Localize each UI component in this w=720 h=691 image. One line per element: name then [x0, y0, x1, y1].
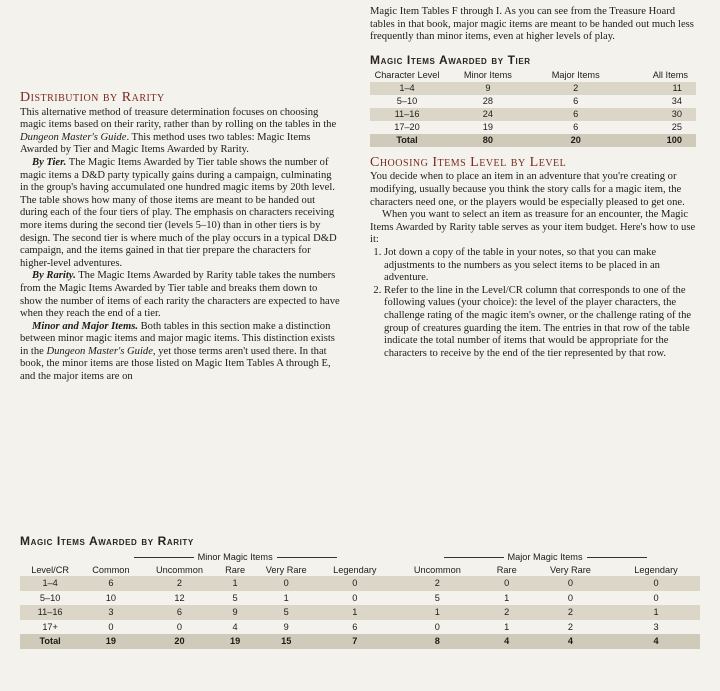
tier-cell: 20 [532, 134, 620, 147]
rarity-header-cell: Common [92, 564, 130, 575]
rarity-cell: 5–10 [39, 592, 61, 603]
step-1: 1. Jot down a copy of the table in your notes, so that you can make adjustments to the numbers as you select items to be placed in an adventure. [384, 247, 696, 285]
rarity-cell: 1 [320, 605, 391, 620]
text-run: The Magic Items Awarded by Tier table shows the number of magic items a D&D party typically gains during a campaign, culminating in the group's having accumulated one hundred magic items by 20th level. The table shows how many of those items are meant to be handed out during each of the four tiers of play. The emphasis on characters receiving more items during the second tier (levels 5–10) than in other tiers is by design. The second tier is where much of the play occurs in a typical D&D campaign, and the items gained in that tier prepare the characters for higher-level adventures. [20, 156, 337, 269]
rarity-cell: 11–16 [20, 605, 80, 620]
tier-row [370, 95, 696, 108]
rarity-cell: Total [20, 634, 80, 649]
step-2: 2. Refer to the line in the Level/CR column that corresponds to one of the following values (your choice): the level of the player characters, the challenge rating of the magic item's owner, or the challenge rating of the group of creatures guarding the item. The entries in that row of the table indicate the total number of items that would be appropriate for the characters to receive by the end of the tier represented by that row. [384, 285, 696, 361]
tier-cell: 6 [573, 121, 579, 132]
rarity-cell: 0 [529, 576, 612, 591]
by-rarity-runin: By Rarity. [32, 270, 76, 282]
book-title: Dungeon Master's Guide [20, 131, 127, 143]
header-all-items: All Items [652, 70, 688, 81]
tier-cell: 19 [482, 121, 494, 132]
rarity-cell: 1–4 [20, 576, 80, 591]
rarity-cell: 9 [217, 605, 253, 620]
header-character-level: Character Level [374, 70, 440, 81]
rarity-header-cell: Legendary [333, 564, 377, 575]
rarity-header-cell: Level/CR [31, 564, 69, 575]
rarity-cell: 0 [352, 592, 358, 603]
rarity-header-cell: Rare [225, 564, 246, 575]
rarity-cell: 6 [80, 576, 141, 591]
rarity-cell: 19 [217, 634, 253, 649]
choosing-paragraph-1: You decide when to place an item in an adventure that you're creating or modifying, usually because you think the story calls for a magic item, the characters need one, or the players would be especially pleased to get one. [370, 171, 685, 208]
rarity-cell: 1 [504, 621, 510, 632]
rarity-table [20, 551, 700, 649]
rarity-cell: 0 [434, 621, 440, 632]
tier-table-title: Magic Items Awarded by Tier [370, 52, 531, 67]
tier-cell: 9 [444, 82, 532, 95]
group-major-label: Major Magic Items [507, 552, 583, 562]
tier-cell: 100 [620, 134, 696, 147]
rarity-header-cell: Very Rare [550, 564, 591, 575]
rarity-cell: 12 [174, 592, 185, 603]
rarity-cell: 0 [176, 621, 183, 632]
group-minor-label: Minor Magic Items [197, 552, 273, 562]
rarity-header-cell: Rare [496, 564, 517, 575]
tier-cell: Total [370, 134, 444, 147]
rarity-cell: 1 [390, 605, 484, 620]
rarity-section [20, 534, 700, 649]
rarity-cell: 0 [108, 621, 114, 632]
group-minor-header [80, 551, 390, 564]
rarity-header-cell: Legendary [634, 564, 678, 575]
text-run: , yet those terms aren't used there. In that book, the minor items are those listed on Magic Item Tables A through E, and the major items are on [20, 345, 331, 383]
minor-major-paragraph [20, 321, 340, 384]
continued-paragraph: Magic Item Tables F through I. As you can see from the Treasure Hoard tables in that book, major magic items are meant to be handed out much less frequently than minor items, even at higher levels of play. [370, 6, 694, 43]
text-run: . This method uses two tables: Magic Items Awarded by Tier and Magic Items Awarded by Rarity. [20, 131, 311, 156]
tier-cell: 2 [532, 82, 620, 95]
header-major-items: Major Items [551, 70, 600, 81]
minor-major-runin: Minor and Major Items. [32, 320, 138, 332]
rarity-cell: 1 [612, 605, 700, 620]
left-column [20, 92, 340, 384]
rarity-cell: 5 [232, 592, 238, 603]
rarity-cell: 7 [320, 634, 391, 649]
text-run: This alternative method of treasure determination focuses on choosing magic items based on their rarity, rather than by rolling on the tables in the [20, 106, 337, 131]
rarity-cell: 0 [320, 576, 391, 591]
tier-row [370, 121, 696, 134]
rarity-cell: 20 [142, 634, 218, 649]
tier-cell: 30 [620, 108, 696, 121]
rarity-cell: 4 [232, 621, 238, 632]
tier-table [370, 69, 696, 147]
tier-cell: 5–10 [396, 95, 418, 106]
rarity-row [20, 576, 700, 591]
tier-cell: 25 [671, 121, 682, 132]
text-run: The Magic Items Awarded by Rarity table takes the numbers from the Magic Items Awarded by Tier table and breaks them down to show the number of items of each rarity the characters are expected to have when they reach the end of a tier. [20, 270, 340, 320]
tier-cell: 80 [444, 134, 532, 147]
tier-cell: 28 [482, 95, 494, 106]
by-tier-paragraph [20, 157, 340, 270]
tier-cell: 6 [532, 108, 620, 121]
group-major-header [390, 551, 700, 564]
rarity-header-cell: Uncommon [155, 564, 203, 575]
rarity-cell: 5 [434, 592, 440, 603]
rarity-row [20, 591, 700, 606]
rarity-cell: 19 [80, 634, 141, 649]
rarity-header-cell: Uncommon [413, 564, 461, 575]
tier-row [370, 108, 696, 121]
rarity-header-cell: Very Rare [265, 564, 307, 575]
rarity-cell: 2 [390, 576, 484, 591]
rarity-cell: 0 [253, 576, 320, 591]
choosing-paragraph-2: When you want to select an item as treasure for an encounter, the Magic Items Awarded by Rarity table serves as your item budget. Here's how to use it: [370, 209, 696, 246]
rarity-cell: 10 [105, 592, 116, 603]
rarity-cell: 3 [653, 621, 659, 632]
rarity-cell: 4 [485, 634, 529, 649]
rarity-cell: 2 [142, 576, 218, 591]
tier-cell: 11 [620, 82, 696, 95]
rarity-cell: 5 [253, 605, 320, 620]
rarity-row [20, 620, 700, 635]
rarity-cell: 8 [390, 634, 484, 649]
rarity-cell: 0 [653, 592, 659, 603]
tier-cell: 34 [671, 95, 682, 106]
tier-cell: 1–4 [370, 82, 444, 95]
rarity-cell: 1 [217, 576, 253, 591]
distribution-title: Distribution by Rarity [20, 90, 165, 105]
rarity-cell: 2 [567, 621, 574, 632]
rarity-cell: 1 [504, 592, 510, 603]
tier-row [370, 82, 696, 95]
right-column [370, 6, 696, 360]
rarity-cell: 1 [283, 592, 289, 603]
rarity-cell: 2 [485, 605, 529, 620]
header-minor-items: Minor Items [463, 70, 512, 81]
choosing-title: Choosing Items Level by Level [370, 154, 567, 170]
tier-cell: 6 [573, 95, 579, 106]
rarity-cell: 0 [485, 576, 529, 591]
rarity-cell: 4 [529, 634, 612, 649]
distribution-paragraph [20, 107, 340, 157]
by-rarity-paragraph [20, 270, 340, 320]
rarity-column-header [20, 564, 700, 577]
rarity-cell: 0 [567, 592, 574, 603]
tier-cell: 17–20 [394, 121, 420, 132]
tier-cell: 24 [444, 108, 532, 121]
rarity-cell: 2 [529, 605, 612, 620]
rarity-row [20, 605, 700, 620]
rarity-table-title: Magic Items Awarded by Rarity [20, 534, 194, 548]
rarity-cell: 4 [612, 634, 700, 649]
tier-table-header [370, 69, 696, 82]
rarity-cell: 9 [283, 621, 289, 632]
choosing-steps [370, 247, 696, 360]
rarity-group-header [20, 551, 700, 564]
rarity-cell: 15 [253, 634, 320, 649]
rarity-total-row [20, 634, 700, 649]
book-title: Dungeon Master's Guide [46, 345, 153, 357]
rarity-cell: 0 [612, 576, 700, 591]
rarity-cell: 6 [142, 605, 218, 620]
rarity-cell: 3 [80, 605, 141, 620]
rarity-cell: 17+ [42, 621, 58, 632]
rarity-cell: 6 [352, 621, 358, 632]
tier-cell: 11–16 [370, 108, 444, 121]
group-spacer [20, 551, 80, 564]
text-run: Both tables in this section make a distinction between minor magic items and major magic items. This distinction exists in the [20, 320, 335, 357]
by-tier-runin: By Tier. [32, 156, 67, 168]
tier-total-row [370, 134, 696, 147]
